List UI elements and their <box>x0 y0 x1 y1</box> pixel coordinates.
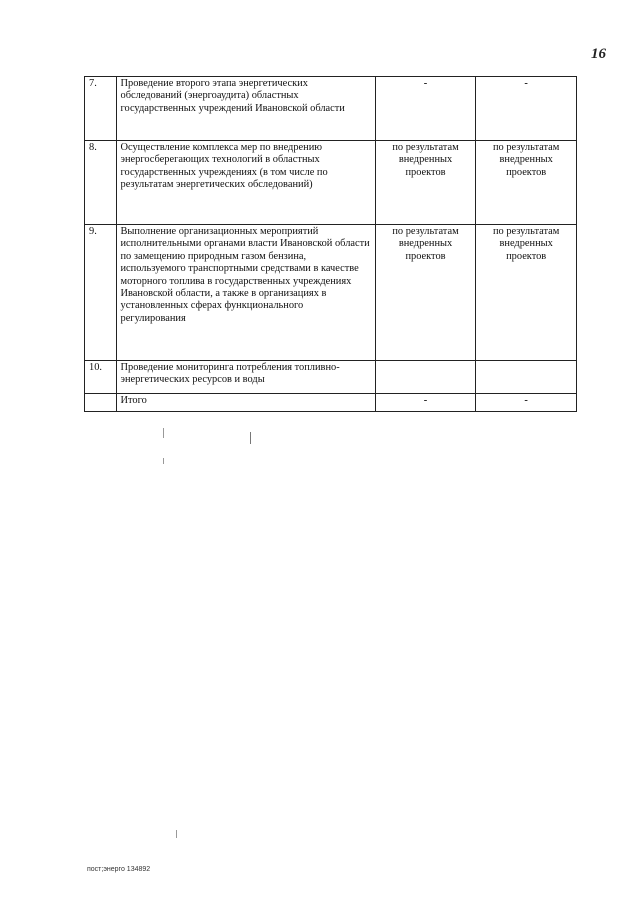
measures-table <box>84 76 577 412</box>
table-row <box>85 141 577 225</box>
row-col2-value: - <box>476 394 577 412</box>
table-row <box>85 361 577 394</box>
row-col1-value: по результатам внедренных проектов <box>375 141 476 225</box>
row-description: Проведение второго этапа энергетических обследований (энергоаудита) областных государственных учреждений Ивановской области <box>116 77 375 141</box>
row-col2-value: - <box>476 77 577 141</box>
scan-mark <box>250 432 251 444</box>
row-number: 8. <box>85 141 117 225</box>
row-number: 10. <box>85 361 117 394</box>
scan-mark <box>176 830 177 838</box>
row-description: Выполнение организационных мероприятий исполнительными органами власти Ивановской области по замещению природным газом бензина, используемого транспортными средствами в качестве моторного топлива в государственных учреждениях Ивановской области, а также в организациях в установленных сферах функционального регулирования <box>116 225 375 361</box>
row-description: Итого <box>116 394 375 412</box>
row-col2-value <box>476 361 577 394</box>
row-col1-value: по результатам внедренных проектов <box>375 225 476 361</box>
table-row <box>85 394 577 412</box>
row-description: Проведение мониторинга потребления топливно-энергетических ресурсов и воды <box>116 361 375 394</box>
row-description: Осуществление комплекса мер по внедрению энергосберегающих технологий в областных государственных учреждениях (в том числе по результатам энергетических обследований) <box>116 141 375 225</box>
row-col1-value: - <box>375 77 476 141</box>
row-col2-value: по результатам внедренных проектов <box>476 225 577 361</box>
row-number: 7. <box>85 77 117 141</box>
row-number: 9. <box>85 225 117 361</box>
row-col1-value: - <box>375 394 476 412</box>
document-footer-code: пост;энерго 134892 <box>87 866 151 873</box>
row-col1-value <box>375 361 476 394</box>
table-row <box>85 225 577 361</box>
scan-mark <box>163 428 164 438</box>
page-number: 16 <box>591 46 606 62</box>
row-col2-value: по результатам внедренных проектов <box>476 141 577 225</box>
table-row <box>85 77 577 141</box>
scan-mark <box>163 458 164 464</box>
row-number <box>85 394 117 412</box>
